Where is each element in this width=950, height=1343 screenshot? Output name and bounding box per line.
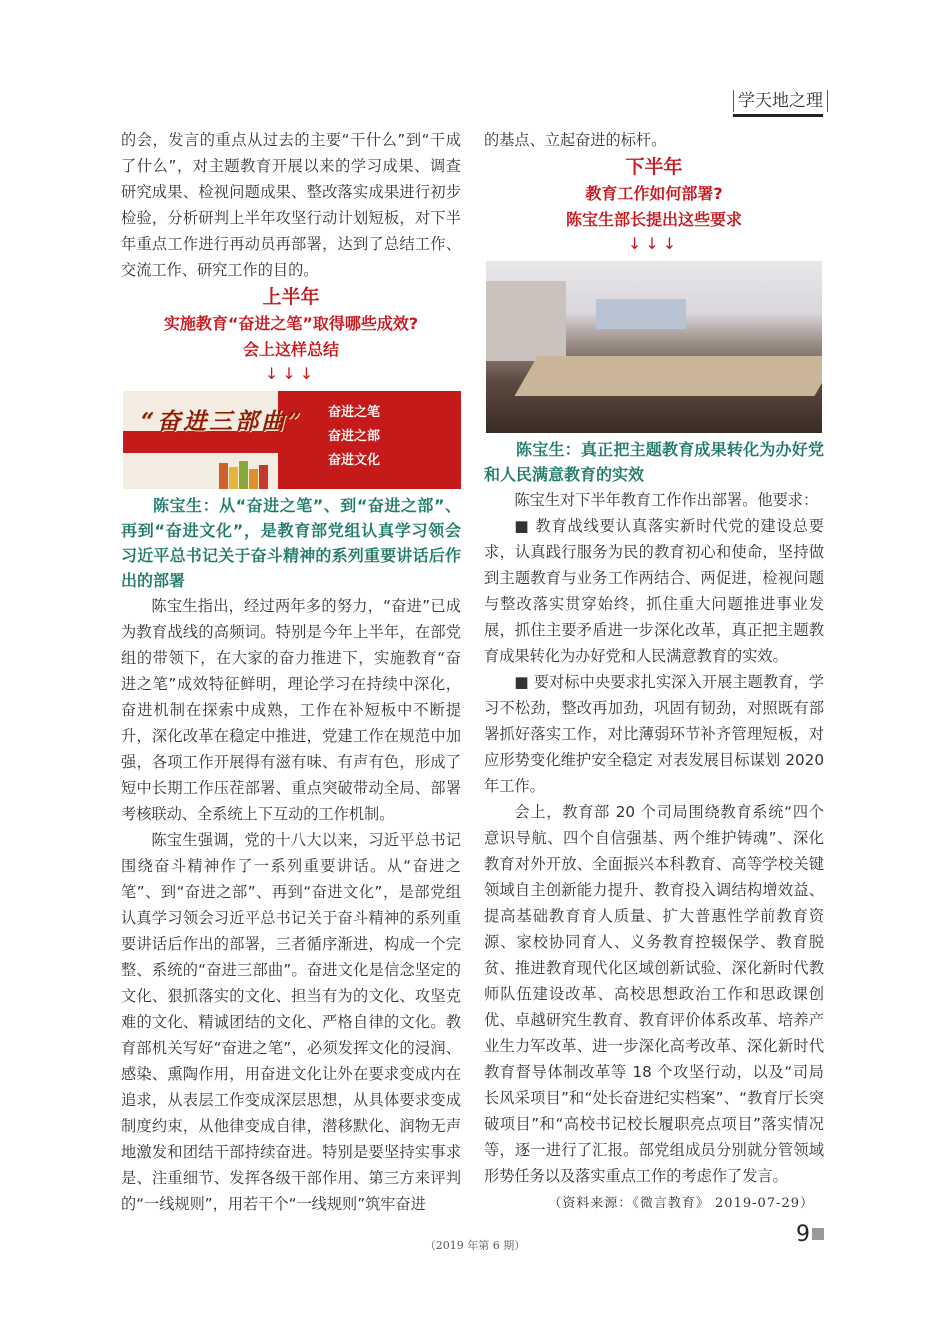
paragraph: 的基点、立起奋进的标杆。 [484,131,667,149]
paragraph: 陈宝生指出，经过两年多的努力，“奋进”已成为教育战线的高频词。特别是今年上半年，在部党组的带领下，在大家的奋力推进下，实施教育“奋进之笔”成效特征鲜明，理论学习在持续中深化，奋进机制在探索中成熟，工作在补短板中不断提升，深化改革在稳定中推进，党建工作在规范中加强，各项工作开展得有滋有味、有声有色，形成了短中长期工作压茬部署、重点突破带动全局、部署考核联动、全系统上下互动的工作机制。 [121,597,461,823]
banner-item: 奋进文化 [328,453,381,468]
header-underline [733,114,823,117]
left-column [121,127,461,1217]
books-icon [219,461,269,489]
down-arrows-icon: ↓↓↓ [627,234,681,253]
page-marker-icon [812,1228,824,1240]
section-subheading: 会上这样总结 [242,340,339,359]
meeting-photo [486,261,822,433]
paragraph: 会上，教育部 20 个司局围绕教育系统“四个意识导航、四个自信强基、两个维护铸魂”、深化教育对外开放、全面振兴本科教育、高等学校关键领域自主创新能力提升、教育投入调结构增效益、提高基础教育育人质量、扩大普惠性学前教育资源、家校协同育人、义务教育控辍保学、教育脱贫、推进教育现代化区域创新试验、深化新时代教师队伍建设改革、高校思想政治工作和思政课创优、卓越研究生教育、教育评价体系改革、培养产业生力军改革、进一步深化高考改革、深化新时代教育督导体制改革等 18 个攻坚行动，以及“司局长风采项目”和“处长奋进纪实档案”、“教育厅长突破项目”和“高校书记校长履职亮点项目”落实情况等，逐一进行了汇报。部党组成员分别就分管领域形势任务以及落实重点工作的考虑作了发言。 [484,803,824,1185]
issue-footer: （2019 年第 6 期） [424,1239,526,1252]
paragraph: 陈宝生对下半年教育工作作出部署。他要求： [514,491,819,509]
down-arrows-icon: ↓↓↓ [264,364,318,383]
green-heading: 陈宝生：真正把主题教育成果转化为办好党和人民满意教育的实效 [484,440,824,484]
paragraph: ■ 要对标中央要求扎实深入开展主题教育，学习不松劲，整改再加劲，巩固有韧劲，对照既有部署抓好落实工作，对比薄弱环节补齐管理短板，对应形势变化维护安全稳定 对表发展目标谋划 2020 年工作。 [484,673,824,795]
page-number: 9 [796,1222,810,1247]
banner-title: “奋进三部曲” [141,408,304,435]
section-subheading: 教育工作如何部署? [585,184,723,203]
section-heading: 上半年 [262,286,320,308]
right-column [484,127,824,1217]
banner-image [123,391,461,489]
banner-item: 奋进之部 [328,429,381,444]
section-subheading: 陈宝生部长提出这些要求 [565,210,742,229]
paragraph: ■ 教育战线要认真落实新时代党的建设总要求，认真践行服务为民的教育初心和使命，坚持做到主题教育与业务工作两结合、两促进，检视问题与整改落实贯穿始终，抓住重大问题推进事业发展，抓住主要矛盾进一步深化改革，真正把主题教育成果转化为办好党和人民满意教育的实效。 [484,517,824,665]
section-heading: 下半年 [625,156,683,178]
paragraph: 陈宝生强调，党的十八大以来，习近平总书记围绕奋斗精神作了一系列重要讲话。从“奋进之笔”、到“奋进之部”、再到“奋进文化”，是部党组认真学习领会习近平总书记关于奋斗精神的系列重要讲话后作出的部署，三者循序渐进，构成一个完整、系统的“奋进三部曲”。奋进文化是信念坚定的文化、狠抓落实的文化、担当有为的文化、攻坚克难的文化、精诚团结的文化、严格自律的文化。教育部机关写好“奋进之笔”，必须发挥文化的浸润、感染、熏陶作用，用奋进文化让外在要求变成内在追求，从表层工作变成深层思想，从具体要求变成制度约束，从他律变成自律，潜移默化、润物无声地激发和团结干部持续奋进。特别是要坚持实事求是、注重细节、发挥各级干部作用、第三方来评判的“一线规则”，用若干个“一线规则”筑牢奋进 [121,831,461,1213]
section-subheading: 实施教育“奋进之笔”取得哪些成效? [163,314,419,333]
green-heading: 陈宝生：从“奋进之笔”、到“奋进之部”、再到“奋进文化”，是教育部党组认真学习领会习近平总书记关于奋斗精神的系列重要讲话后作出的部署 [121,496,461,590]
paragraph: 的会，发言的重点从过去的主要“干什么”到“干成了什么”，对主题教育开展以来的学习成果、调查研究成果、检视问题成果、整改落实成果进行初步检验，分析研判上半年攻坚行动计划短板，对下半年重点工作进行再动员再部署，达到了总结工作、交流工作、研究工作的目的。 [121,131,461,279]
source-citation: （资料来源：《微言教育》 2019-07-29） [548,1196,814,1211]
banner-item: 奋进之笔 [328,405,381,420]
section-header: 学天地之理 [733,90,828,112]
